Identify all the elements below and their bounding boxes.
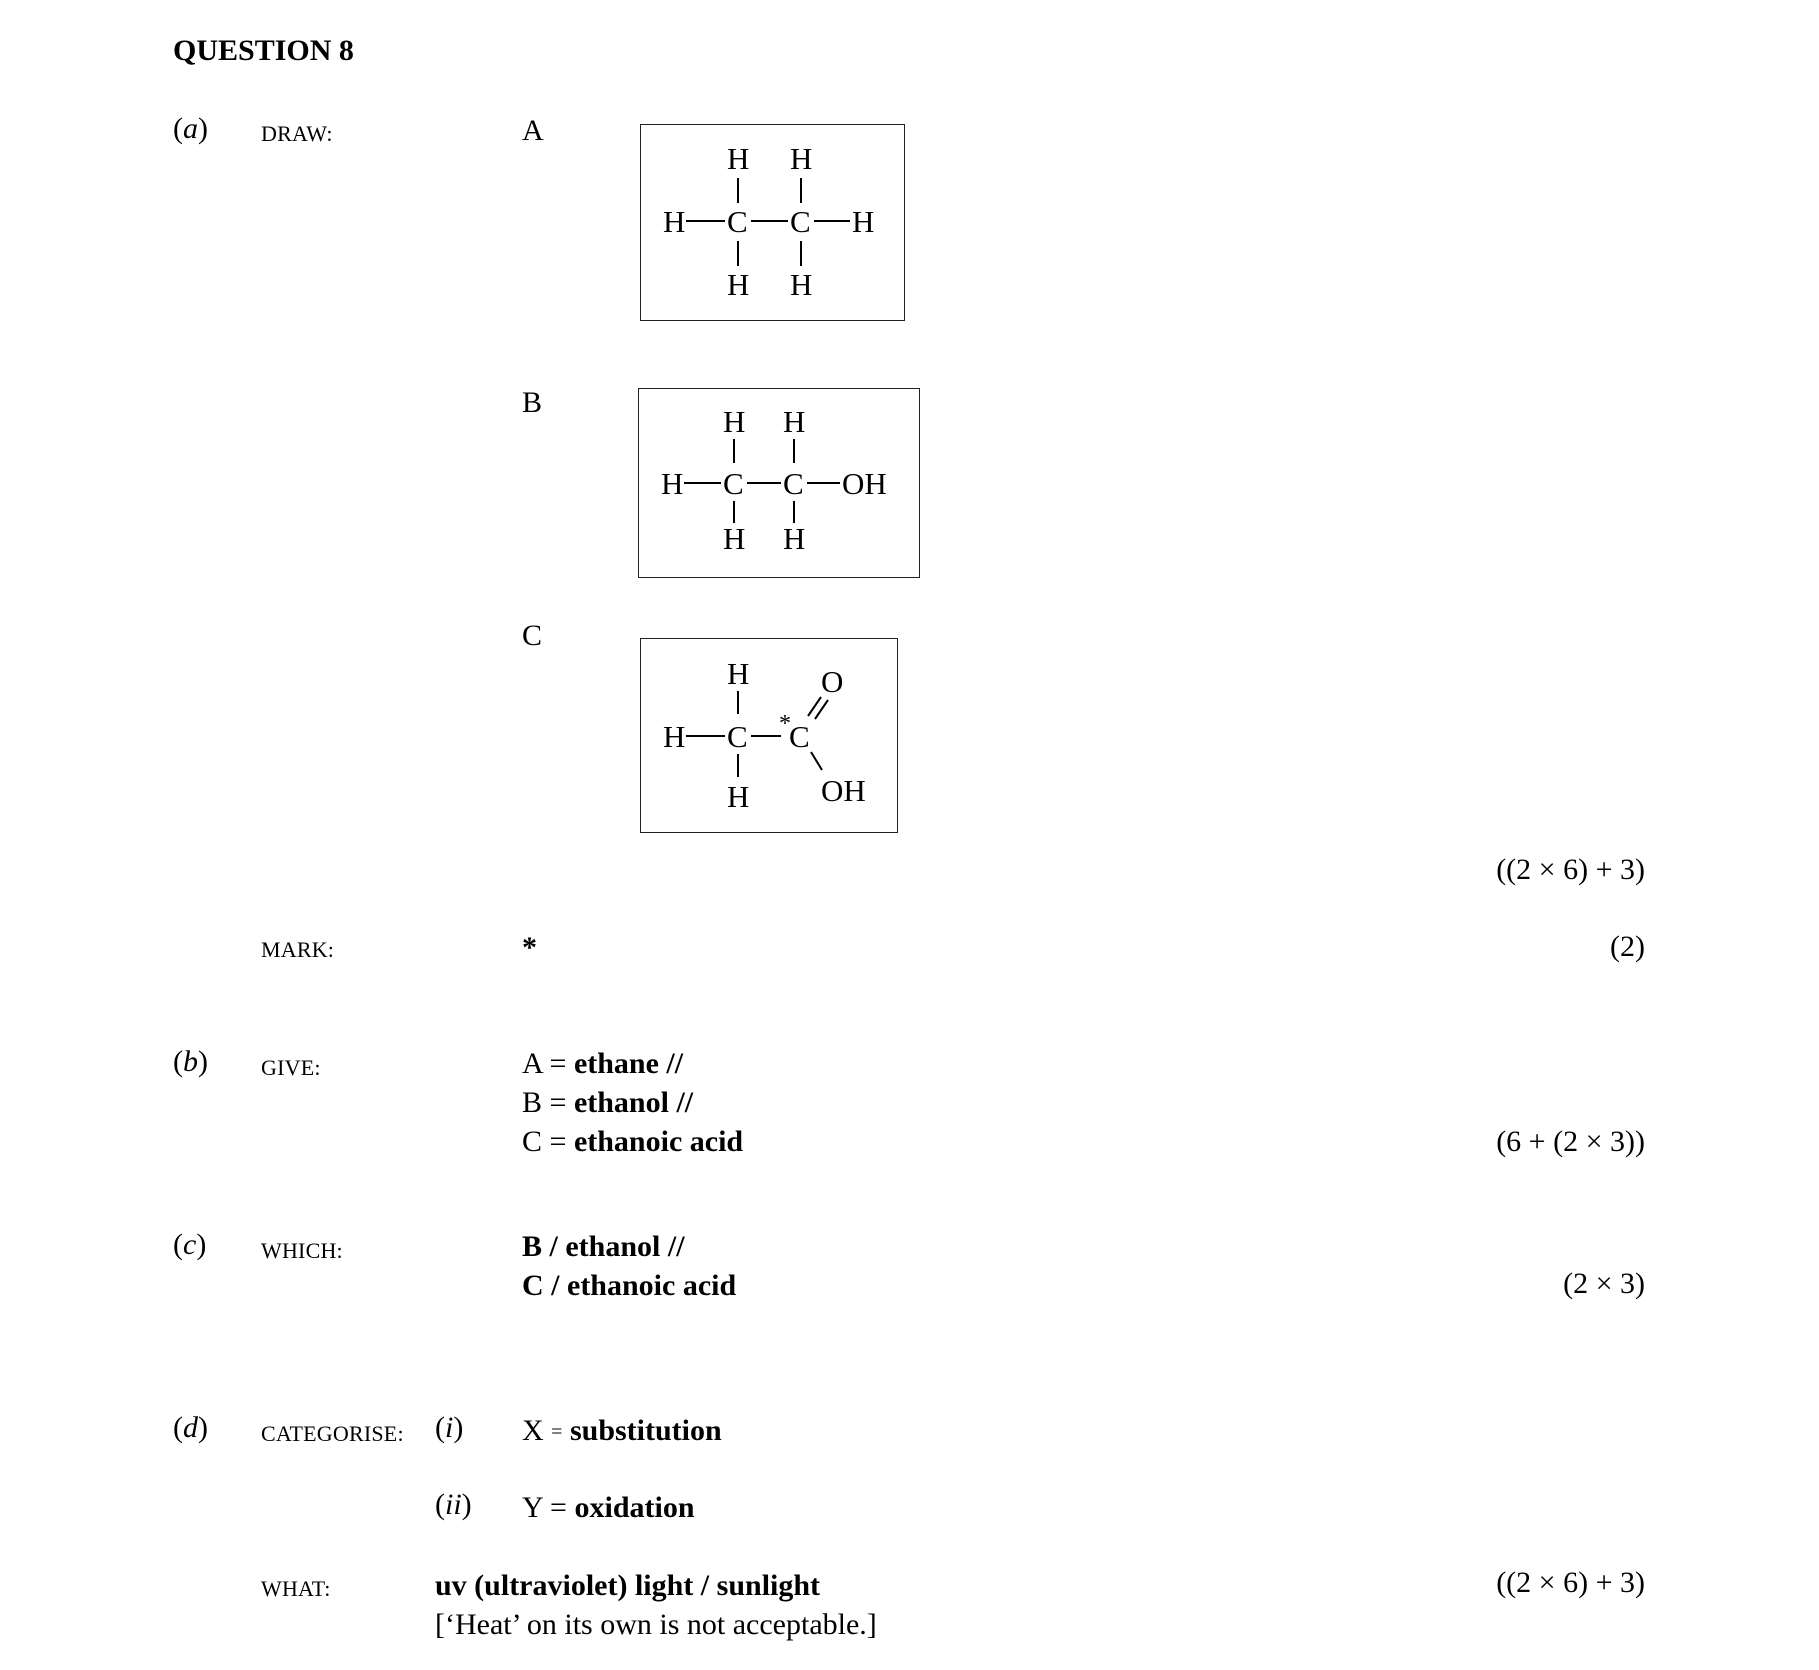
answer-text: oxidation — [574, 1491, 695, 1524]
asterisk-marker: * — [779, 711, 791, 737]
what-command: WHAT: — [261, 1576, 331, 1601]
atom-c: C — [727, 719, 748, 754]
atom-h: H — [852, 204, 875, 239]
give-command: GIVE: — [261, 1055, 321, 1080]
atom-h: H — [663, 204, 686, 239]
bonds — [686, 178, 850, 266]
sub-part-i-numeral: i — [445, 1411, 454, 1444]
atom-h: H — [727, 141, 750, 176]
part-c-marks: (2 × 3) — [1563, 1267, 1645, 1300]
part-d-marks: ((2 × 6) + 3) — [1496, 1566, 1645, 1599]
answer-text: ethanoic acid — [573, 1125, 744, 1158]
answer-line-b — [522, 1083, 743, 1122]
atom-h: H — [790, 141, 813, 176]
structure-b-label: B — [522, 386, 543, 419]
mark-answer-asterisk: * — [522, 931, 537, 964]
mark-command: MARK: — [261, 937, 335, 962]
answer-prefix: B = — [522, 1086, 574, 1119]
answer-line: C / ethanoic acid — [522, 1269, 737, 1302]
structure-c-label: C — [522, 619, 543, 652]
atom-h: H — [723, 521, 746, 556]
answer-line-a — [522, 1044, 743, 1083]
part-d-label: (d) — [173, 1411, 208, 1444]
part-b-answers — [522, 1044, 743, 1161]
atom-c: C — [783, 466, 804, 501]
atom-h: H — [723, 404, 746, 439]
part-b-letter: b — [183, 1045, 198, 1078]
answer-text: ethane // — [573, 1047, 684, 1080]
atom-h: H — [663, 719, 686, 754]
part-a-letter: a — [183, 112, 198, 145]
answer-line-c — [522, 1122, 743, 1161]
structure-b-ethanol-diagram — [638, 388, 920, 578]
answer-prefix: A = — [522, 1047, 574, 1080]
atom-h: H — [727, 267, 750, 302]
atom-oh: OH — [821, 773, 866, 808]
answer-prefix: X — [522, 1414, 544, 1447]
atom-c: C — [727, 204, 748, 239]
structure-a-ethane-diagram — [640, 124, 905, 321]
part-d-letter: d — [183, 1411, 198, 1444]
structure-c-ethanoic-acid-diagram — [640, 638, 898, 833]
atom-h: H — [727, 779, 750, 814]
which-command: WHICH: — [261, 1238, 343, 1263]
atom-h: H — [727, 656, 750, 691]
part-c-label: (c) — [173, 1228, 207, 1261]
categorise-command: CATEGORISE: — [261, 1421, 404, 1446]
sub-part-ii-label: (ii) — [435, 1488, 472, 1521]
bonds — [684, 439, 840, 523]
atom-h: H — [783, 404, 806, 439]
atom-o: O — [821, 664, 844, 699]
atom-h: H — [661, 466, 684, 501]
sub-part-ii-numeral: ii — [445, 1488, 462, 1521]
atom-h: H — [783, 521, 806, 556]
sub-part-ii-answer — [522, 1488, 695, 1527]
atom-oh: OH — [842, 466, 887, 501]
atom-c: C — [790, 204, 811, 239]
answer-text: ethanol // — [573, 1086, 694, 1119]
what-note: [‘Heat’ on its own is not acceptable.] — [435, 1608, 877, 1641]
sub-part-i-label: (i) — [435, 1411, 464, 1444]
ethane-structural-formula — [641, 125, 906, 322]
part-c-answers — [522, 1227, 736, 1305]
what-answer: uv (ultraviolet) light / sunlight — [435, 1569, 821, 1602]
part-a-mark-marks: (2) — [1610, 930, 1645, 963]
answer-text: substitution — [569, 1414, 722, 1447]
sub-part-i-answer — [522, 1411, 722, 1452]
part-a-draw-marks: ((2 × 6) + 3) — [1496, 853, 1645, 886]
atom-h: H — [790, 267, 813, 302]
structure-a-label: A — [522, 114, 544, 147]
what-answer-block — [435, 1566, 877, 1644]
atom-c: C — [789, 719, 810, 754]
answer-prefix: C = — [522, 1125, 574, 1158]
draw-command: DRAW: — [261, 121, 333, 146]
ethanoic-acid-structural-formula — [641, 639, 899, 834]
part-c-letter: c — [183, 1228, 197, 1261]
atom-c: C — [723, 466, 744, 501]
part-a-label: (a) — [173, 112, 208, 145]
answer-line: B / ethanol // — [522, 1230, 685, 1263]
equals-sign: = — [551, 1421, 563, 1443]
ethanol-structural-formula — [639, 389, 921, 579]
answer-prefix: Y = — [522, 1491, 575, 1524]
question-title: QUESTION 8 — [173, 34, 354, 67]
part-b-marks: (6 + (2 × 3)) — [1496, 1125, 1645, 1158]
part-b-label: (b) — [173, 1045, 208, 1078]
